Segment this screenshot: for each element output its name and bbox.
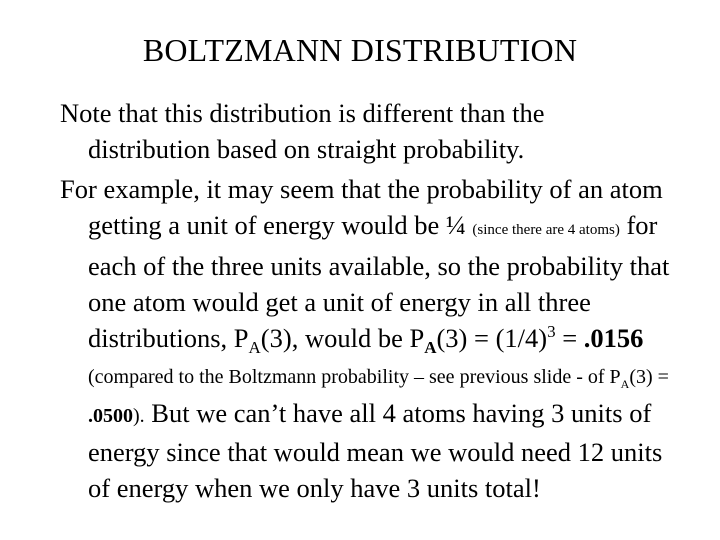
p2-text-5: (3) = (1/4) [436,323,548,353]
p2-small-note: (since there are 4 atoms) [472,222,620,238]
p2-value-0156: .0156 [583,323,644,353]
p2-text-3: for each of the three units available, so the probability that one atom would get a unit of energy in all three distributions, P [88,210,670,353]
slide-title: BOLTZMANN DISTRIBUTION [142,32,578,68]
paragraph-2 [60,171,670,506]
p2-subscript-a: A [248,338,261,357]
slide-body [60,95,670,510]
p2-text-6: = [555,323,584,353]
p2-comparison-text-2: (3) = [629,366,669,388]
p2-comparison-text: (compared to the Boltzmann probability – see previous slide - of P [88,366,621,388]
p2-superscript-3: 3 [547,322,556,341]
p2-comparison-close: ). [133,405,145,427]
p2-subscript-a-small: A [620,377,630,391]
p2-text-1: For example, it may seem that the probability of an atom getting a unit of energy would be ¼ [60,174,663,240]
p2-subscript-a-bold: A [424,338,437,357]
p2-value-0500: .0500 [88,405,133,427]
paragraph-1: Note that this distribution is different than the distribution based on straight probability. [60,98,545,164]
p2-text-10: But we can’t have all 4 atoms having 3 units of energy since that would mean we would need 12 units of energy when we only have 3 units total! [88,398,663,503]
p2-text-4: (3), would be P [260,323,425,353]
